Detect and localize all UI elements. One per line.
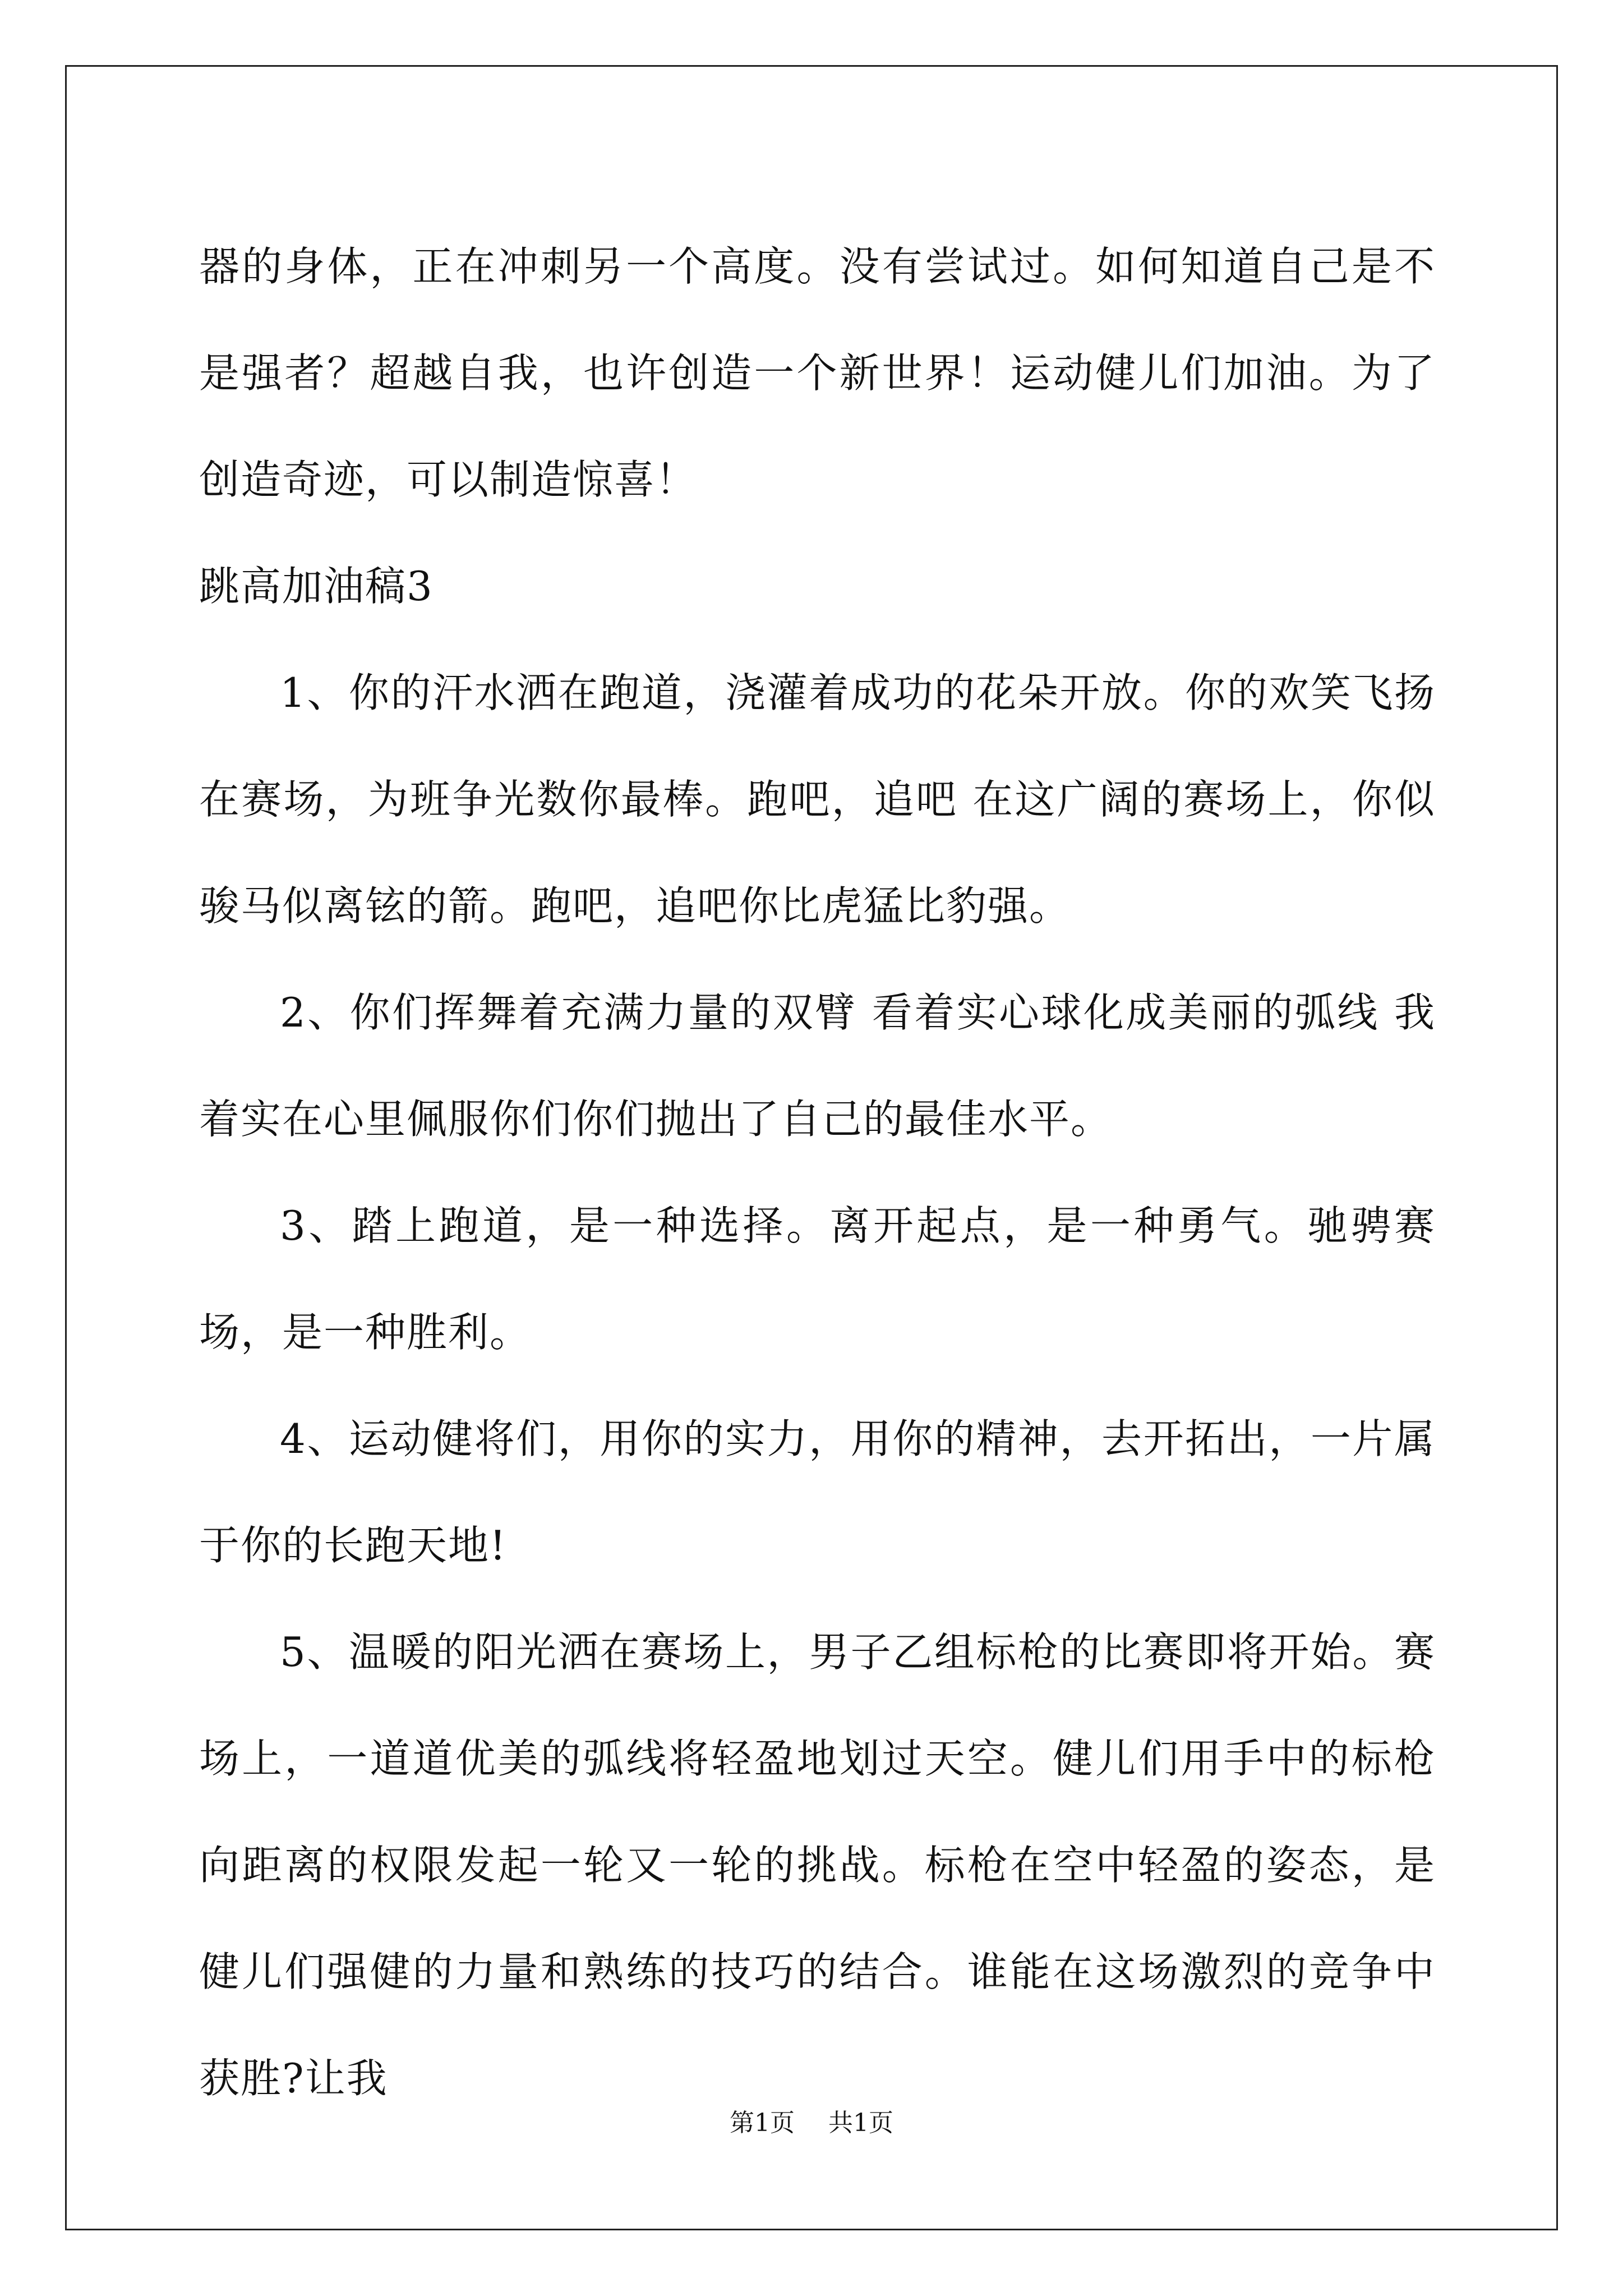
page-footer (0, 2106, 1623, 2140)
paragraph-item-4: 4、运动健将们，用你的实力，用你的精神，去开拓出，一片属于你的长跑天地! (199, 1415, 1436, 1569)
page-number: 第1页 (730, 2109, 795, 2137)
paragraph-item-1: 1、你的汗水洒在跑道，浇灌着成功的花朵开放。你的欢笑飞扬在赛场，为班争光数你最棒。跑吧，追吧 在这广阔的赛场上，你似骏马似离铉的箭。跑吧，追吧你比虎猛比豹强。 (199, 669, 1436, 930)
page-total: 共1页 (828, 2109, 893, 2137)
paragraph-item-3: 3、踏上跑道，是一种选择。离开起点，是一种勇气。驰骋赛场，是一种胜利。 (199, 1202, 1436, 1356)
section-heading: 跳高加油稿3 (199, 563, 434, 610)
paragraph-item-5: 5、温暖的阳光洒在赛场上，男子乙组标枪的比赛即将开始。赛场上，一道道优美的弧线将轻盈地划过天空。健儿们用手中的标枪向距离的权限发起一轮又一轮的挑战。标枪在空中轻盈的姿态，是健儿们强健的力量和熟练的技巧的结合。谁能在这场激烈的竞争中获胜?让我 (199, 1628, 1436, 2102)
paragraph-continued: 器的身体，正在冲刺另一个高度。没有尝试过。如何知道自己是不是强者？超越自我，也许创造一个新世界！运动健儿们加油。为了创造奇迹，可以制造惊喜！ (199, 243, 1436, 503)
paragraph-item-2: 2、你们挥舞着充满力量的双臂 看着实心球化成美丽的弧线 我着实在心里佩服你们你们抛出了自己的最佳水平。 (199, 989, 1436, 1143)
document-body (199, 213, 1436, 2132)
